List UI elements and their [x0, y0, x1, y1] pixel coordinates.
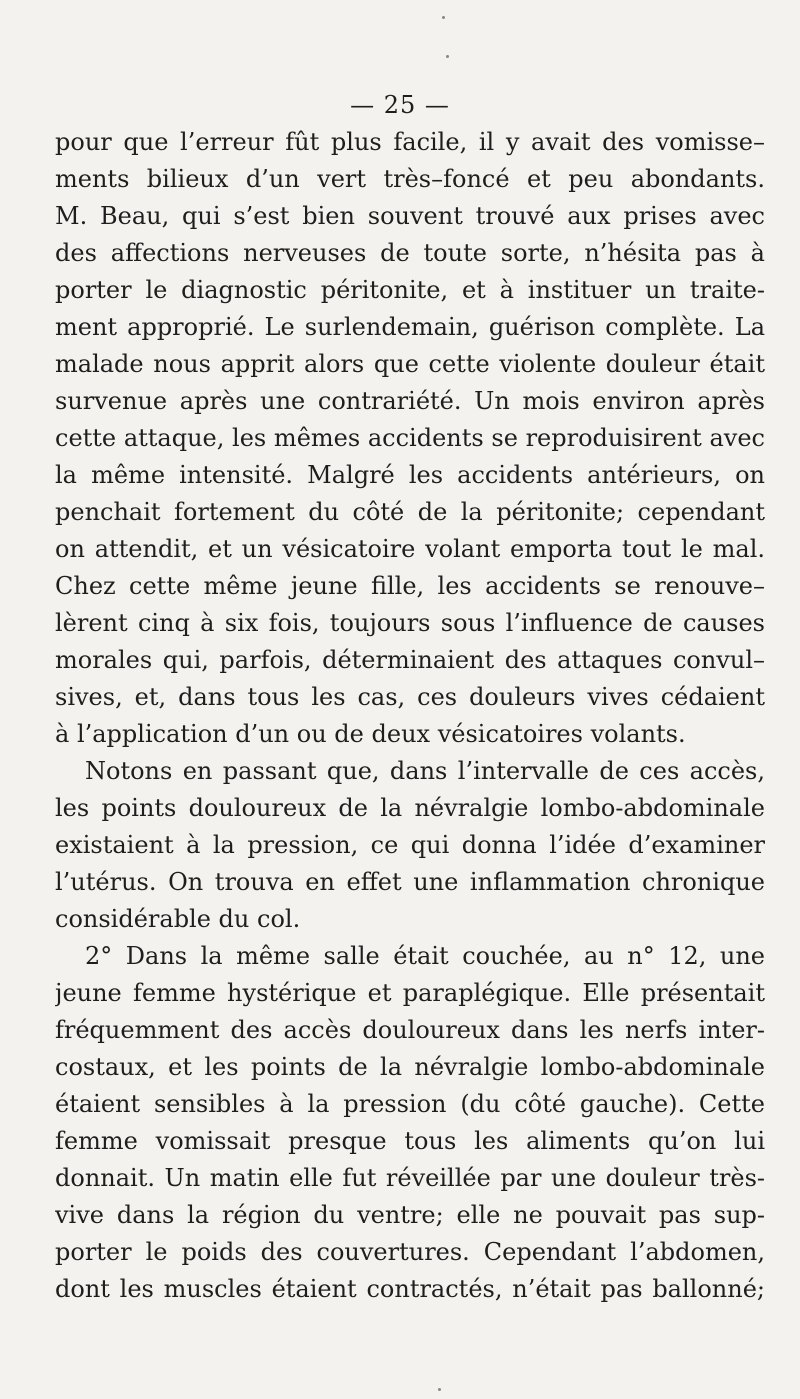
- text-line: ment approprié. Le surlendemain, guérison complète. La: [55, 313, 765, 341]
- paper-speck: [446, 55, 449, 58]
- text-line: on attendit, et un vésicatoire volant emporta tout le mal.: [55, 535, 765, 563]
- text-line: malade nous apprit alors que cette violente douleur était: [55, 350, 765, 378]
- text-line: donnait. Un matin elle fut réveillée par une douleur très-: [55, 1164, 765, 1192]
- text-line: jeune femme hystérique et paraplégique. Elle présentait: [55, 979, 765, 1007]
- body-text: [55, 124, 765, 1308]
- text-line: sives, et, dans tous les cas, ces douleurs vives cédaient: [55, 683, 765, 711]
- paragraph-first-line: Notons en passant que, dans l’intervalle de ces accès,: [85, 757, 765, 785]
- text-line: cette attaque, les mêmes accidents se reproduisirent avec: [55, 424, 765, 452]
- text-line: Chez cette même jeune fille, les accidents se renouve–: [55, 572, 765, 600]
- text-line: femme vomissait presque tous les aliments qu’on lui: [55, 1127, 765, 1155]
- text-line: fréquemment des accès douloureux dans les nerfs inter-: [55, 1016, 765, 1044]
- text-line: étaient sensibles à la pression (du côté gauche). Cette: [55, 1090, 765, 1118]
- text-line: des affections nerveuses de toute sorte, n’hésita pas à: [55, 239, 765, 267]
- text-line: vive dans la région du ventre; elle ne pouvait pas sup-: [55, 1201, 765, 1229]
- text-line: existaient à la pression, ce qui donna l’idée d’examiner: [55, 831, 765, 859]
- text-line: lèrent cinq à six fois, toujours sous l’influence de causes: [55, 609, 765, 637]
- text-line: les points douloureux de la névralgie lombo-abdominale: [55, 794, 765, 822]
- text-line: ments bilieux d’un vert très–foncé et peu abondants.: [55, 165, 765, 193]
- paper-speck: [442, 16, 445, 19]
- text-line: M. Beau, qui s’est bien souvent trouvé aux prises avec: [55, 202, 765, 230]
- text-line: porter le diagnostic péritonite, et à instituer un traite-: [55, 276, 765, 304]
- text-line: la même intensité. Malgré les accidents antérieurs, on: [55, 461, 765, 489]
- text-line: morales qui, parfois, déterminaient des attaques convul–: [55, 646, 765, 674]
- paragraph-first-line: 2° Dans la même salle était couchée, au n° 12, une: [85, 942, 765, 970]
- text-line: dont les muscles étaient contractés, n’était pas ballonné;: [55, 1275, 765, 1303]
- text-line: costaux, et les points de la névralgie lombo-abdominale: [55, 1053, 765, 1081]
- text-line: penchait fortement du côté de la péritonite; cependant: [55, 498, 765, 526]
- text-line: considérable du col.: [55, 905, 301, 933]
- text-line: à l’application d’un ou de deux vésicatoires volants.: [55, 720, 686, 748]
- page-number: — 25 —: [350, 91, 450, 119]
- text-line: l’utérus. On trouva en effet une inflammation chronique: [55, 868, 765, 896]
- paper-speck: [438, 1388, 441, 1391]
- text-line: porter le poids des couvertures. Cependant l’abdomen,: [55, 1238, 765, 1266]
- text-line: pour que l’erreur fût plus facile, il y avait des vomisse–: [55, 128, 765, 156]
- text-line: survenue après une contrariété. Un mois environ après: [55, 387, 765, 415]
